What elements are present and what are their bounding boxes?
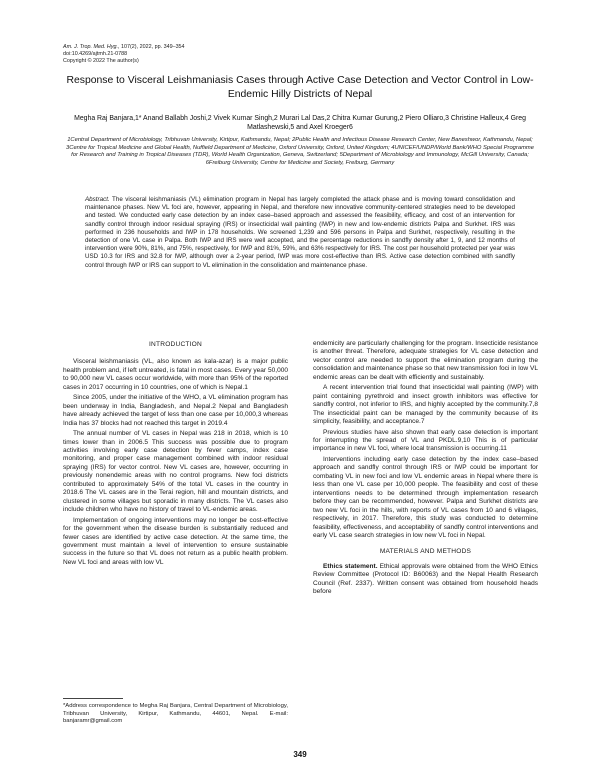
- section-heading-introduction: INTRODUCTION: [149, 341, 202, 348]
- intro-paragraph-7: Previous studies have also shown that early case detection is important for interrupting the spread of VL and PKDL.9,10 This is of particular importance in new VL foci, where local transmission is occurring.11: [313, 428, 538, 453]
- correspondence-footnote: *Address correspondence to Megha Raj Banjara, Central Department of Microbiology, Tribhuvan University, Kirtipur, Kathmandu, 44601, Nepal. E-mail: banjaramr@gmail.com: [63, 703, 288, 725]
- intro-paragraph-6: A recent intervention trial found that insecticidal wall painting (IWP) with paint containing pyrethroid and insect growth inhibitors was effective for sandfly control, not inferior to IRS, and highly accepted by the community.7,8 The insecticidal paint can be managed by the community because of its simplicity, feasibility, and acceptance.7: [313, 384, 538, 426]
- ethics-label: Ethics statement.: [323, 562, 378, 570]
- intro-paragraph-2: Since 2005, under the initiative of the WHO, a VL elimination program has been underway in India, Bangladesh, and Nepal.2 Nepal and Bangladesh have already achieved the target of less than one case per 10,000,3 whereas India has 37 blocks had not reached this target in 2019.4: [63, 394, 288, 427]
- affiliations: 1Central Department of Microbiology, Tribhuvan University, Kirtipur, Kathmandu, Nepal; 2Public Health and Infectious Disease Research Center, New Baneshwor, Kathmandu, Nepal; 3Centre for Tropical Medicine and Global Health, Nuffield Department of Medicine, Oxford University, Oxford, United Kingdom; 4UNICEF/UNDP/World Bank/WHO Special Programme for Research and Training in Tropical Diseases (TDR), World Health Organization, Geneva, Switzerland; 5Department of Microbiology and Immunology, McGill University, Canada; 6Freiburg University, Centre for Medicine and Society, Freiburg, Germany: [66, 137, 534, 166]
- author-list: Megha Raj Banjara,1* Anand Ballabh Joshi,2 Vivek Kumar Singh,2 Murari Lal Das,2 Chitra Kumar Gurung,2 Piero Olliaro,3 Christine Halleux,4 Greg Matlashewski,5 and Axel Kroeger6: [74, 115, 526, 132]
- abstract-text: The visceral leishmaniasis (VL) elimination program in Nepal has largely completed the attack phase and is moving toward consolidation and maintenance phases. New VL foci are, however, appearing in Nepal, and therefore new innovative community-centered strategies need to be developed and tested. We conducted early case detection by an index case–based approach and assessed the feasibility, efficacy, and cost of an intervention for sandfly control through indoor residual spraying (IRS) or insecticidal wall painting (IWP) in new and low-endemic districts Palpa and Surkhet. IRS was performed in 236 households and IWP in 178 households. We screened 1,239 and 596 persons in Palpa and Surkhet, respectively, resulting in the detection of one VL case in Palpa. Both IWP and IRS were well accepted, and the percentage reductions in sandfly density after 1, 9, and 12 months of intervention were 90%, 81%, and 75%, respectively, for IWP and 81%, 59%, and 63% respectively for IRS. The cost per household protected per year was USD 10.3 for IRS and 32.8 for IWP, although over a 2-year period, IWP was more cost-effective than IRS. Active case detection combined with sandfly control through IWP or IRS can support to VL elimination in the consolidation and maintenance phase.: [85, 196, 516, 269]
- intro-paragraph-8: Interventions including early case detection by the index case–based approach and sandfly control through IRS or IWP could be important for combating VL in new foci and low VL endemic areas in Nepal where there is less than one VL case per 10,000 people. The feasibility and cost of these interventions needs to be determined through implementation research before they can be recommended, however. Palpa and Surkhet districts are two new VL foci in the hills, with reports of VL cases from 10 and 6 villages, respectively, in 2017. Therefore, this study was conducted to determine feasibility, effectiveness, and acceptability of sandfly control interventions and early VL case search strategies in low new VL foci in Nepal.: [313, 455, 538, 539]
- doi: doi:10.4269/ajtmh.21-0788: [63, 51, 128, 58]
- abstract: [85, 196, 515, 270]
- journal-header: [63, 44, 185, 66]
- intro-paragraph-1: Visceral leishmaniasis (VL, also known as kala-azar) is a major public health problem and, if left untreated, is fatal in most cases. Every year 50,000 to 90,000 new VL cases occur worldwide, with more than 95% of the reported cases in 2017 occurring in 10 countries, one of which is Nepal.1: [63, 358, 288, 391]
- journal-citation: Am. J. Trop. Med. Hyg., 107(2), 2022, pp. 349–354: [63, 44, 185, 50]
- intro-paragraph-4: Implementation of ongoing interventions may no longer be cost-effective for the government when the disease burden is substantially reduced and fewer cases are identified by active case detection. At the same time, the government must maintain a level of intervention to ensure sustainable success in the future so that VL does not return as a public health problem. New VL foci and areas with low VL: [63, 516, 288, 566]
- intro-paragraph-3: The annual number of VL cases in Nepal was 218 in 2018, which is 10 times lower than in 2006.5 This success was possible due to program activities involving early case detection by fever camps, index case monitoring, and proper case management combined with indoor residual spraying (IRS) for vector control. New VL cases are, however, occurring in previously nonendemic areas with no control programs. New foci districts contributed to approximately 54% of the total VL cases in the country in 2018.6 The VL cases are in the Terai region, hill and mountain districts, and clustered in some villages but sporadic in many districts. The VL cases also include children who have no history of travel to VL-endemic areas.: [63, 430, 288, 514]
- ethics-paragraph: [313, 563, 538, 597]
- abstract-label: Abstract.: [85, 196, 110, 203]
- left-column: [63, 340, 288, 569]
- intro-paragraph-5: endemicity are particularly challenging for the program. Insecticide resistance is another threat. Therefore, adequate strategies for VL case detection and vector control are needed to support the elimination program during the consolidation and maintenance phase so that new transmission foci in low VL endemic areas can be dealt with efficiently and sustainably.: [313, 340, 538, 381]
- copyright: Copyright © 2022 The author(s): [63, 58, 139, 65]
- ethics-text: Ethical approvals were obtained from the WHO Ethics Review Committee (Protocol ID: B60063) and the Nepal Health Research Council (Ref. 2337). Written consent was obtained from household heads before: [313, 562, 538, 596]
- footnote-rule: [63, 698, 123, 699]
- section-heading-methods: MATERIALS AND METHODS: [379, 548, 472, 556]
- page-number: 349: [293, 750, 307, 759]
- right-column: [313, 340, 538, 599]
- article-title: Response to Visceral Leishmaniasis Cases through Active Case Detection and Vector Control in Low-Endemic Hilly Districts of Nepal: [66, 75, 534, 100]
